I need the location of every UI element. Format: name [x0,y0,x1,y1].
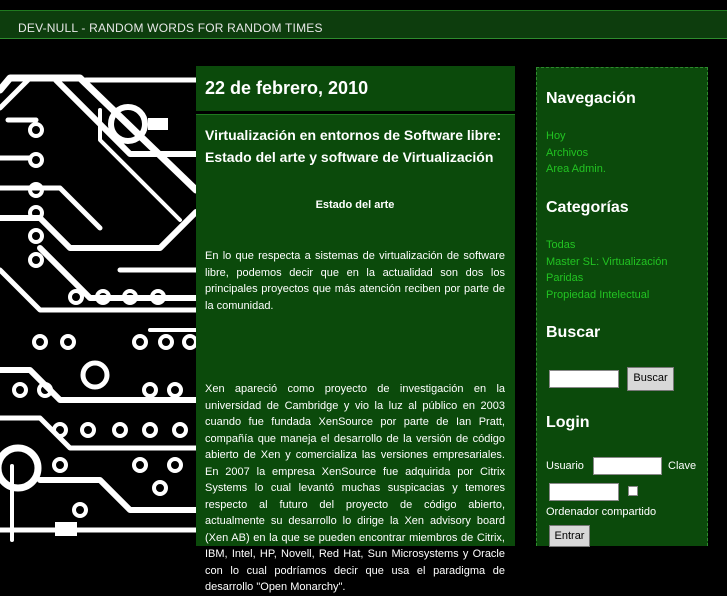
nav-heading: Navegación [546,90,636,107]
circuit-board-image [0,70,196,545]
blog-post [196,114,515,593]
password-field[interactable] [549,483,619,501]
search-input[interactable] [549,370,619,388]
category-link-propiedad[interactable]: Propiedad Intelectual [546,289,650,301]
nav-link-hoy[interactable]: Hoy [546,130,566,142]
nav-link-archivos[interactable]: Archivos [546,147,589,159]
top-strip [0,0,727,11]
category-link-paridas[interactable]: Paridas [546,272,584,284]
search-button[interactable]: Buscar [627,367,674,391]
nav-link-admin[interactable]: Area Admin. [546,163,606,175]
shared-computer-checkbox[interactable] [628,486,638,496]
login-heading: Login [546,414,590,431]
password-label: Clave [668,460,697,472]
user-label: Usuario [546,460,584,472]
circuit-board-graphic [0,70,196,545]
shared-computer-label: Ordenador compartido [546,506,657,518]
post-title[interactable]: Virtualización en entornos de Software libre: Estado del arte y software de Virtualización [205,127,502,165]
post-paragraph: En lo que respecta a sistemas de virtualización de software libre, podemos decir que en la actualidad son dos los principales proyectos que más atención reciben por parte de la comunidad. [205,250,505,312]
site-title[interactable]: DEV-NULL - RANDOM WORDS FOR RANDOM TIMES [18,21,323,35]
sidebar [536,67,708,546]
site-header [0,11,727,39]
post-paragraph: Xen apareció como proyecto de investigación en la universidad de Cambridge y vio la luz al público en 2003 cuando fue fundada XenSource por parte de Ian Pratt, compañía que maneja el desarrollo de la versión de código abierto de Xen y comercializa las versiones empresariales. En 2007 la empresa XenSource fue adquirida por Citrix Systems lo cual levantó muchas suspicacias y temores respecto al futuro del proyecto de código abierto, actualmente su desarrollo lo dirige la Xen advisory board (Xen AB) en la que se pueden encontrar miembros de Citrix, IBM, Intel, HP, Novell, Red Hat, Sun Microsystems y Oracle con lo cual podríamos decir que usa el paradigma de desarrollo "Open Monarchy". [205,383,505,593]
login-button[interactable]: Entrar [549,525,590,547]
main-content [196,66,515,593]
date-header [196,66,515,111]
categories-heading: Categorías [546,199,629,216]
category-link-todas[interactable]: Todas [546,239,576,251]
search-heading: Buscar [546,324,601,341]
user-field[interactable] [593,457,662,475]
post-date: 22 de febrero, 2010 [205,78,369,98]
post-subtitle: Estado del arte [315,199,395,211]
category-link-master-sl[interactable]: Master SL: Virtualización [546,256,668,268]
